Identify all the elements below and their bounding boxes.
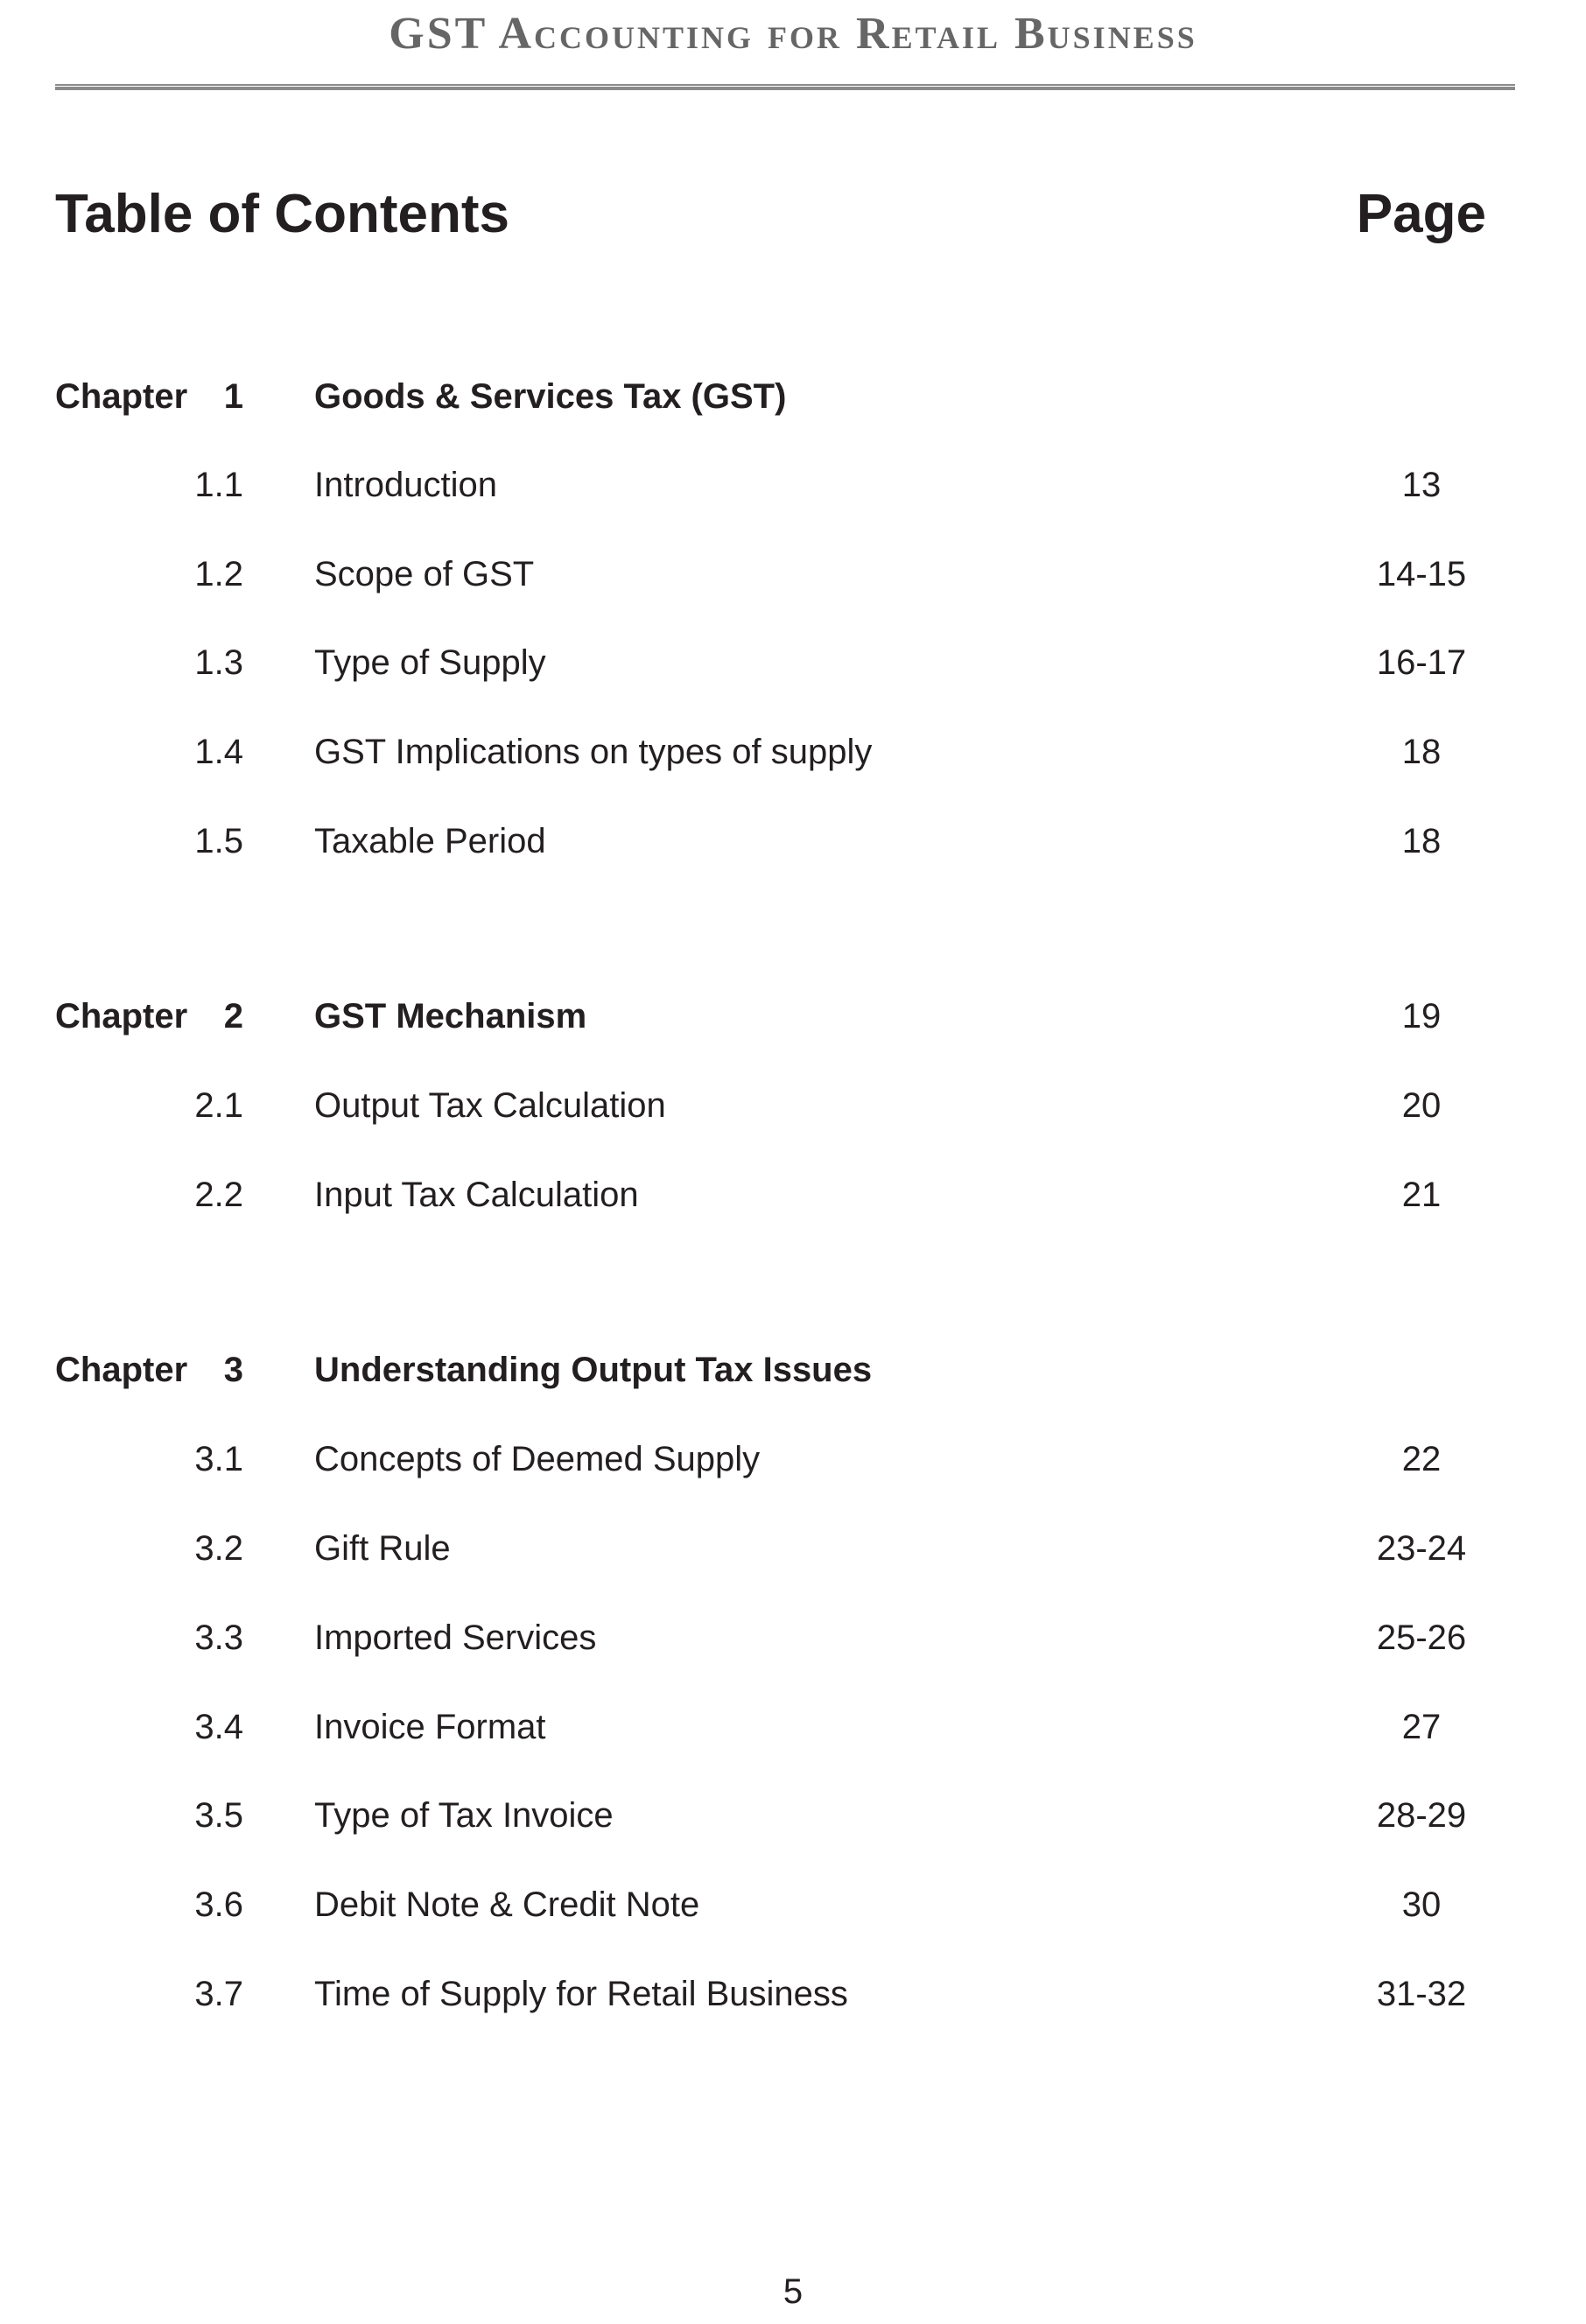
section-number: 3.4 [194,1708,243,1746]
section-page: 31-32 [1376,1975,1467,2013]
section-title: Output Tax Calculation [314,1086,666,1125]
toc-section-row[interactable] [0,548,1586,600]
section-title: Debit Note & Credit Note [314,1885,700,1924]
chapter-title: Goods & Services Tax (GST) [314,377,787,416]
toc-section-row[interactable] [0,1878,1586,1931]
section-page: 28-29 [1376,1796,1467,1835]
section-title: Scope of GST [314,555,535,593]
section-title: Imported Services [314,1618,597,1657]
section-number: 3.2 [194,1529,243,1568]
section-page: 25-26 [1376,1618,1467,1657]
section-number: 1.3 [194,643,243,682]
chapter-label: Chapter [55,997,188,1036]
section-number: 2.2 [194,1176,243,1214]
section-page: 18 [1401,822,1442,860]
toc-section-row[interactable] [0,1789,1586,1842]
toc-chapter-row[interactable] [0,990,1586,1043]
section-title: Taxable Period [314,822,546,860]
toc-section-row[interactable] [0,1611,1586,1664]
section-title: Type of Supply [314,643,546,682]
toc-title: Table of Contents [55,184,509,244]
section-page: 14-15 [1376,555,1467,593]
section-title: Gift Rule [314,1529,451,1568]
section-number: 3.6 [194,1885,243,1924]
section-title: Invoice Format [314,1708,546,1746]
toc-section-row[interactable] [0,815,1586,867]
section-number: 2.1 [194,1086,243,1125]
toc-section-row[interactable] [0,726,1586,778]
section-title: Concepts of Deemed Supply [314,1440,761,1478]
section-page: 21 [1401,1176,1442,1214]
section-number: 3.3 [194,1618,243,1657]
section-page: 20 [1401,1086,1442,1125]
section-page: 22 [1401,1440,1442,1478]
chapter-title: GST Mechanism [314,997,587,1036]
toc-section-row[interactable] [0,459,1586,511]
toc-section-row[interactable] [0,1968,1586,2020]
toc-section-row[interactable] [0,1433,1586,1485]
chapter-title: Understanding Output Tax Issues [314,1351,873,1389]
chapter-number: 3 [223,1351,243,1389]
section-number: 1.1 [194,466,243,504]
section-page: 13 [1401,466,1442,504]
section-page: 27 [1401,1708,1442,1746]
chapter-page: 19 [1401,997,1442,1036]
section-page: 16-17 [1376,643,1467,682]
section-title: Type of Tax Invoice [314,1796,614,1835]
toc-section-row[interactable] [0,1079,1586,1132]
toc-section-row[interactable] [0,1701,1586,1753]
section-title: GST Implications on types of supply [314,733,873,771]
section-title: Time of Supply for Retail Business [314,1975,848,2013]
chapter-label: Chapter [55,1351,188,1389]
toc-chapter-row[interactable] [0,370,1586,423]
section-number: 3.5 [194,1796,243,1835]
section-title: Introduction [314,466,498,504]
section-page: 30 [1401,1885,1442,1924]
section-page: 18 [1401,733,1442,771]
toc-section-row[interactable] [0,636,1586,689]
section-number: 3.1 [194,1440,243,1478]
chapter-label: Chapter [55,377,188,416]
chapter-number: 1 [223,377,243,416]
toc-section-row[interactable] [0,1522,1586,1575]
section-number: 3.7 [194,1975,243,2013]
toc-page-column-heading: Page [1356,184,1486,244]
page-number: 5 [782,2272,804,2311]
section-number: 1.5 [194,822,243,860]
toc-section-row[interactable] [0,1169,1586,1221]
toc-chapter-row[interactable] [0,1344,1586,1396]
chapter-number: 2 [223,997,243,1036]
section-page: 23-24 [1376,1529,1467,1568]
section-number: 1.2 [194,555,243,593]
running-header: GST Accounting for Retail Business [389,9,1197,59]
section-number: 1.4 [194,733,243,771]
section-title: Input Tax Calculation [314,1176,639,1214]
